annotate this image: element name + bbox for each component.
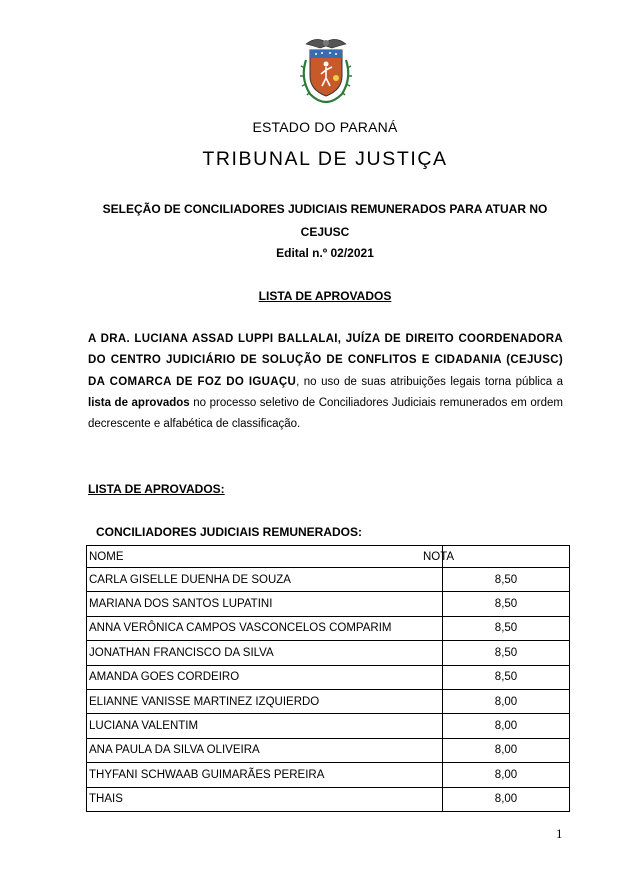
approved-table bbox=[86, 545, 570, 812]
row-score: 8,00 bbox=[443, 714, 570, 738]
intro-highlight: lista de aprovados bbox=[88, 396, 190, 409]
table-row bbox=[87, 568, 570, 592]
intro-text-part1: , no uso de suas atribuições legais torna pública a bbox=[296, 375, 564, 388]
row-score: 8,50 bbox=[443, 641, 570, 665]
row-name: THAIS bbox=[87, 787, 443, 811]
row-score: 8,50 bbox=[443, 616, 570, 640]
row-score: 8,00 bbox=[443, 763, 570, 787]
row-name: THYFANI SCHWAAB GUIMARÃES PEREIRA bbox=[87, 763, 443, 787]
column-header-score-label: NOTA bbox=[423, 550, 455, 563]
row-name: ELIANNE VANISSE MARTINEZ IZQUIERDO bbox=[87, 689, 443, 713]
intro-text-part2: no processo seletivo de Conciliadores Judiciais remunerados em ordem decrescente e alfabética de classificação. bbox=[88, 396, 563, 431]
table-header-row bbox=[87, 546, 570, 568]
table-row bbox=[87, 787, 570, 811]
state-heading: ESTADO DO PARANÁ bbox=[252, 119, 398, 135]
parana-coat-of-arms-icon bbox=[296, 34, 356, 106]
row-name: ANNA VERÔNICA CAMPOS VASCONCELOS COMPARIM bbox=[87, 616, 443, 640]
table-row bbox=[87, 714, 570, 738]
row-name: AMANDA GOES CORDEIRO bbox=[87, 665, 443, 689]
edital-number: Edital n.º 02/2021 bbox=[276, 246, 374, 260]
row-score: 8,50 bbox=[443, 568, 570, 592]
column-header-score bbox=[423, 546, 570, 568]
table-row bbox=[87, 738, 570, 762]
table-row bbox=[87, 616, 570, 640]
table-row bbox=[87, 763, 570, 787]
row-score: 8,00 bbox=[443, 738, 570, 762]
table-row bbox=[87, 689, 570, 713]
list-header: LISTA DE APROVADOS: bbox=[88, 482, 225, 496]
row-name: JONATHAN FRANCISCO DA SILVA bbox=[87, 641, 443, 665]
table-row bbox=[87, 592, 570, 616]
page-number: 1 bbox=[556, 826, 563, 841]
column-header-name: NOME bbox=[87, 546, 443, 568]
row-name: CARLA GISELLE DUENHA DE SOUZA bbox=[87, 568, 443, 592]
intro-paragraph bbox=[88, 329, 563, 435]
row-name: MARIANA DOS SANTOS LUPATINI bbox=[87, 592, 443, 616]
selection-title-line1: SELEÇÃO DE CONCILIADORES JUDICIAIS REMUNERADOS PARA ATUAR NO bbox=[102, 202, 548, 216]
list-title: LISTA DE APROVADOS bbox=[258, 289, 392, 303]
row-name: LUCIANA VALENTIM bbox=[87, 714, 443, 738]
row-score: 8,50 bbox=[443, 592, 570, 616]
row-score: 8,50 bbox=[443, 665, 570, 689]
table-row bbox=[87, 665, 570, 689]
table-row bbox=[87, 641, 570, 665]
table-subheading: CONCILIADORES JUDICIAIS REMUNERADOS: bbox=[96, 525, 363, 539]
row-score: 8,00 bbox=[443, 787, 570, 811]
row-score: 8,00 bbox=[443, 689, 570, 713]
intro-judge-name: A DRA. LUCIANA ASSAD LUPPI BALLALAI, JUÍZA DE DIREITO COORDENADORA DO CENTRO JUDICIÁRIO DE SOLUÇÃO DE CONFLITOS E CIDADANIA (CEJUSC) DA COMARCA DE FOZ DO IGUAÇU bbox=[88, 333, 563, 388]
court-heading: TRIBUNAL DE JUSTIÇA bbox=[202, 148, 448, 170]
selection-title-line2: CEJUSC bbox=[300, 225, 350, 239]
row-name: ANA PAULA DA SILVA OLIVEIRA bbox=[87, 738, 443, 762]
